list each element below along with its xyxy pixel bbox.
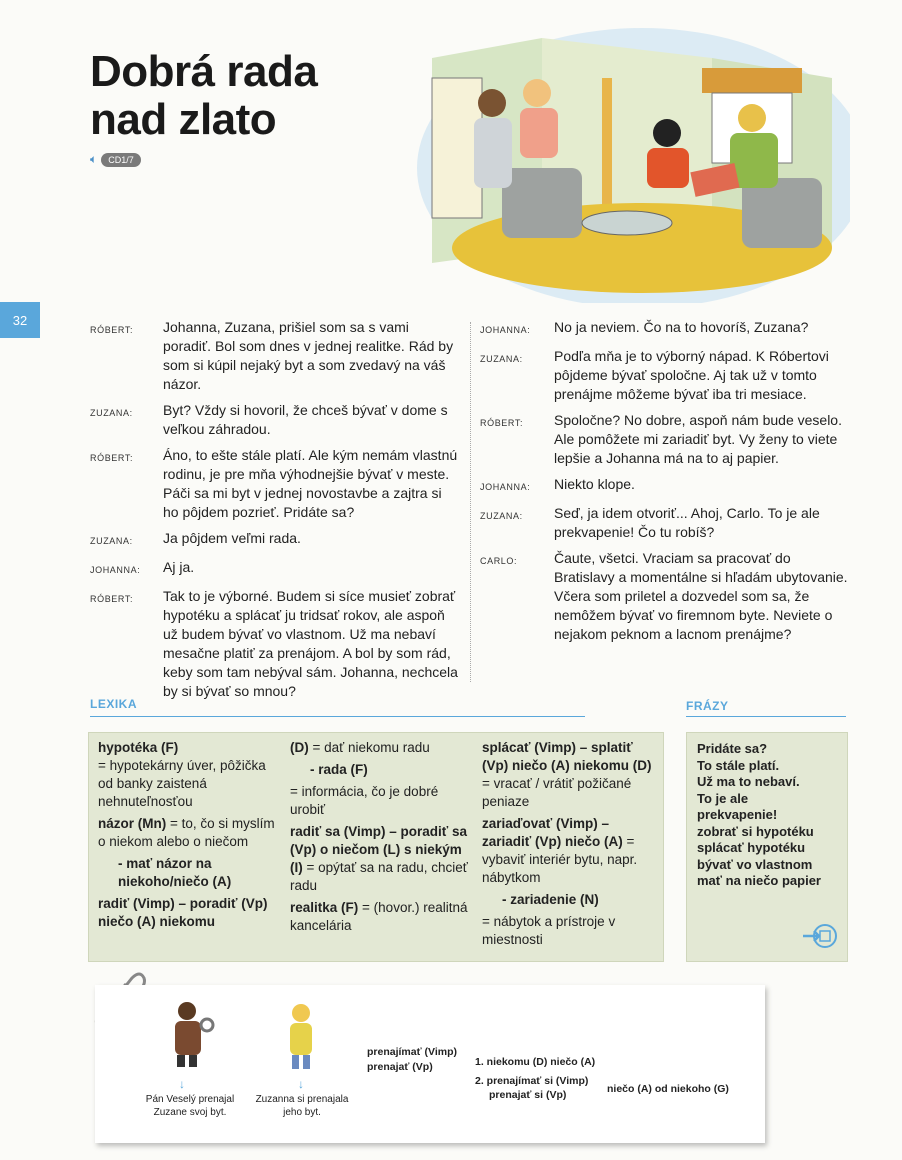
lex-definition: = vybaviť interiér bytu, napr. nábytkom [482,834,638,885]
dialog-line [90,401,460,439]
lex-definition: = hypotekárny úver, pôžička od banky zaistená nehnuteľnosťou [98,758,266,809]
dialog-text: Niekto klope. [554,476,635,492]
caption-landlord: Pán Veselý prenajal Zuzane svoj byt. [145,1094,235,1118]
dialog-line [480,347,850,404]
dialog-line [90,587,460,701]
arrow-down-icon: ↓ [298,1077,304,1091]
frazy-box [686,732,848,962]
speaker-name: JOHANNA: [480,325,531,335]
dialog-text: Aj ja. [163,559,195,575]
speaker-icon: 🔈︎ [90,152,98,166]
lexika-column-2 [290,739,470,939]
phrase: splácať hypotéku [697,840,806,855]
frazy-rule [686,716,846,717]
audio-track[interactable] [90,152,141,167]
dialog-text: Spoločne? No dobre, aspoň nám bude veselo. Ale pomôžete mi zariadiť byt. Vy ženy to viete lepšie a Johanna má na to aj papier. [554,412,842,466]
caption-tenant: Zuzanna si prenajala jeho byt. [255,1094,349,1118]
column-divider [470,322,471,682]
dialog-line [480,318,850,340]
living-room-illustration [412,18,850,303]
phrase: bývať vo vlastnom [697,856,813,872]
lex-definition: = vracať / vrátiť požičané peniaze [482,776,632,809]
lex-term: radiť sa (Vimp) – poradiť sa (Vp) o niečom (L) s niekým (I) [290,824,467,875]
dialog-line [480,504,850,542]
usage-option-2-imp: 2. prenajímať si (Vimp) [475,1075,589,1087]
dialog-text: Tak to je výborné. Budem si síce musieť zobrať hypotéku a splácať ju tridsať rokov, ale aspoň už budem bývať vo vlastnom. Už ma nebaví mesačne platiť za prenájom. A bol by som rád, keby som tam nebýval sám. Johanna, nechcela by si bývať so mnou? [163,588,458,699]
dialog-text: Áno, to ešte stále platí. Ale kým nemám vlastnú rodinu, je pre mňa výhodnejšie bývať v meste. Páči sa mi byt v jednej novostavbe a zajtra si ho pôjdem pozrieť. Pridáte sa? [163,447,458,520]
dialog-text: Ja pôjdem veľmi rada. [163,530,301,546]
speaker-name: ZUZANA: [90,408,133,418]
speaker-name: CARLO: [480,556,518,566]
lex-term: splácať (Vimp) – splatiť (Vp) niečo (A) niekomu (D) [482,740,652,773]
lex-term: realitka (F) [290,900,359,915]
cd-track-label: CD1/7 [101,153,141,167]
grammar-note-card [95,985,765,1143]
frazy-heading: FRÁZY [686,699,729,713]
verb-imperfective: prenajímať (Vimp) [367,1046,458,1058]
dialog-right [480,318,850,651]
phrase: To stále platí. [697,757,780,773]
lex-term: názor (Mn) [98,816,167,831]
lex-definition: = informácia, čo je dobré urobiť [290,784,439,817]
lex-term: - rada (F) [310,762,368,777]
dialog-line [90,558,460,580]
speaker-name: ZUZANA: [90,536,133,546]
phrase: prekvapenie! [697,807,778,822]
lex-term: - mať názor na niekoho/niečo (A) [118,856,232,889]
usage-option-2-object: niečo (A) od niekoho (G) [607,1083,729,1095]
speaker-name: RÓBERT: [90,594,134,604]
phrase: Pridáte sa? [697,741,768,756]
phrase: To je ale [697,790,749,806]
speaker-name: ZUZANA: [480,511,523,521]
phrase: mať na niečo papier [697,873,821,888]
lex-definition: = nábytok a prístroje v miestnosti [482,914,616,947]
lexika-box [88,732,664,962]
usage-option-2-perf: prenajať si (Vp) [489,1089,567,1101]
book-arrow-icon[interactable] [801,923,837,949]
usage-option-1: 1. niekomu (D) niečo (A) [475,1056,596,1068]
dialog-text: No ja neviem. Čo na to hovoríš, Zuzana? [554,319,809,335]
lex-definition: = opýtať sa na radu, chcieť radu [290,860,468,893]
lex-definition: = (hovor.) realitná kancelária [290,900,468,933]
title-line-1: Dobrá rada [90,47,318,96]
page-title [90,48,317,144]
lex-term: (D) [290,740,309,755]
lexika-column-1 [98,739,278,935]
title-line-2: nad zlato [90,95,277,144]
lex-term: hypotéka (F) [98,740,179,755]
frazy-list [697,741,821,890]
dialog-text: Seď, ja idem otvoriť... Ahoj, Carlo. To je ale prekvapenie! Čo tu robíš? [554,505,820,540]
dialog-text: Johanna, Zuzana, prišiel som sa s vami poradiť. Bol som dnes v jednej realitke. Rád by som si kúpil nejaký byt a som zvedavý na váš názor. [163,319,454,392]
dialog-line [90,318,460,394]
speaker-name: RÓBERT: [480,418,524,428]
phrase: zobrať si hypotéku [697,823,814,839]
speaker-name: JOHANNA: [90,565,141,575]
lexika-rule [90,716,585,717]
dialog-line [90,446,460,522]
dialog-text: Podľa mňa je to výborný nápad. K Róbertovi pôjdeme bývať spoločne. Aj tak už v tomto prenájme môžeme bývať iba tri mesiace. [554,348,829,402]
lex-term: zariaďovať (Vimp) – zariadiť (Vp) niečo (A) [482,816,623,849]
lex-definition: = dať niekomu radu [312,740,430,755]
speaker-name: JOHANNA: [480,482,531,492]
verb-perfective: prenajať (Vp) [367,1061,433,1073]
lex-term: - zariadenie (N) [502,892,599,907]
dialog-line [480,411,850,468]
woman-illustration [283,1001,319,1071]
phrase: Už ma to nebaví. [697,774,800,789]
dialog-line [90,529,460,551]
man-with-key-illustration [165,999,215,1069]
dialog-line [480,549,850,644]
speaker-name: RÓBERT: [90,325,134,335]
lexika-heading: LEXIKA [90,697,138,711]
lex-definition: = to, čo si myslím o niekom alebo o niečom [98,816,275,849]
dialog-text: Byt? Vždy si hovoril, že chceš bývať v dome s veľkou záhradou. [163,402,448,437]
dialog-line [480,475,850,497]
speaker-name: ZUZANA: [480,354,523,364]
arrow-down-icon: ↓ [179,1077,185,1091]
dialog-left [90,318,460,708]
lexika-column-3 [482,739,657,953]
dialog-text: Čaute, všetci. Vraciam sa pracovať do Bratislavy a momentálne si hľadám ubytovanie. Včera som priletel a dozvedel som sa, že nemôžem bývať vo firemnom byte. Neviete o nejakom peknom a lacnom prenájme? [554,550,848,642]
page-number: 32 [0,302,40,338]
speaker-name: RÓBERT: [90,453,134,463]
lex-term: radiť (Vimp) – poradiť (Vp) niečo (A) niekomu [98,896,268,929]
